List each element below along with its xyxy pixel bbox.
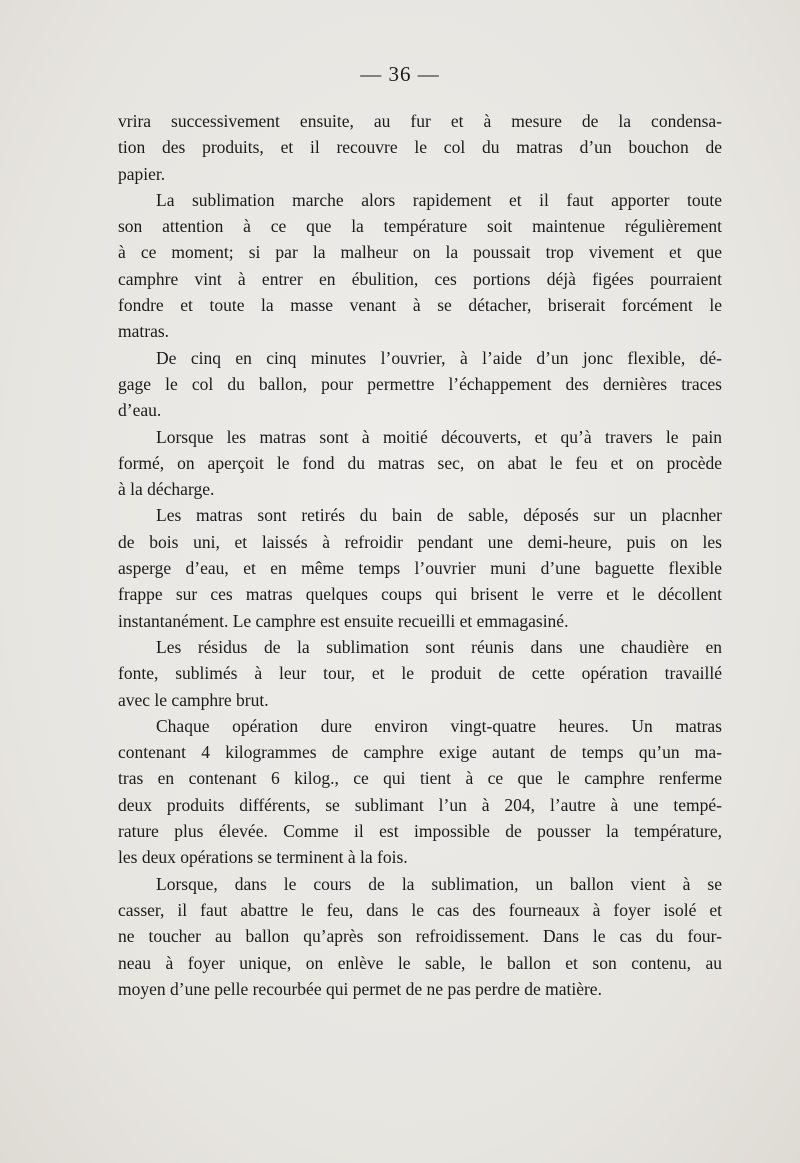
text-line: De cinq en cinq minutes l’ouvrier, à l’aide d’un jonc flexible, dé- <box>156 347 722 368</box>
text-line: casser, il faut abattre le feu, dans le cas des fourneaux à foyer isolé et <box>118 899 722 920</box>
text-line: formé, on aperçoit le fond du matras sec, on abat le feu et on procède <box>118 452 722 473</box>
text-line: papier. <box>118 163 166 184</box>
text-line: Les résidus de la sublimation sont réunis dans une chaudière en <box>156 636 722 657</box>
paragraph <box>118 713 722 871</box>
text-line: à ce moment; si par la malheur on la poussait trop vivement et que <box>118 242 722 263</box>
text-line: d’eau. <box>118 400 162 421</box>
text-line: son attention à ce que la température soit maintenue régulièrement <box>118 216 722 237</box>
text-line: rature plus élevée. Comme il est impossible de pousser la température, <box>118 821 722 842</box>
text-line: neau à foyer unique, on enlève le sable, le ballon et son contenu, au <box>118 952 722 973</box>
paragraph <box>118 502 722 633</box>
text-line: instantanément. Le camphre est ensuite recueilli et emmagasiné. <box>118 610 569 631</box>
text-line: gage le col du ballon, pour permettre l’échappement des dernières traces <box>118 373 722 394</box>
text-line: les deux opérations se terminent à la fois. <box>118 847 408 868</box>
paragraph <box>118 345 722 424</box>
paragraph <box>118 634 722 713</box>
text-line: de bois uni, et laissés à refroidir pendant une demi-heure, puis on les <box>118 531 722 552</box>
text-line: fonte, sublimés à leur tour, et le produit de cette opération travaillé <box>118 663 722 684</box>
text-line: avec le camphre brut. <box>118 689 269 710</box>
page-number: — 36 — <box>360 62 440 86</box>
text-line: Chaque opération dure environ vingt-quatre heures. Un matras <box>156 715 722 736</box>
text-line: La sublimation marche alors rapidement et il faut apporter toute <box>156 189 722 210</box>
text-line: vrira successivement ensuite, au fur et à mesure de la condensa- <box>118 111 722 131</box>
text-line: tras en contenant 6 kilog., ce qui tient à ce que le camphre renferme <box>118 768 722 789</box>
text-line: matras. <box>118 321 170 342</box>
text-line: à la décharge. <box>118 479 215 500</box>
body-text <box>118 108 722 1002</box>
paragraph <box>118 187 722 345</box>
text-line: moyen d’une pelle recourbée qui permet de ne pas perdre de matière. <box>118 978 602 999</box>
text-line: deux produits différents, se sublimant l’un à 204, l’autre à une tempé- <box>118 794 722 815</box>
text-line: Lorsque, dans le cours de la sublimation, un ballon vient à se <box>156 873 722 894</box>
text-line: Lorsque les matras sont à moitié découverts, et qu’à travers le pain <box>156 426 722 447</box>
text-line: Les matras sont retirés du bain de sable, déposés sur un placnher <box>156 505 722 526</box>
text-line: frappe sur ces matras quelques coups qui brisent le verre et le décollent <box>118 584 722 605</box>
text-line: contenant 4 kilogrammes de camphre exige autant de temps qu’un ma- <box>118 742 722 763</box>
text-line: ne toucher au ballon qu’après son refroidissement. Dans le cas du four- <box>118 926 722 947</box>
paragraph <box>118 424 722 503</box>
text-line: tion des produits, et il recouvre le col du matras d’un bouchon de <box>118 137 722 158</box>
text-line: asperge d’eau, et en même temps l’ouvrier muni d’une baguette flexible <box>118 558 722 579</box>
text-line: fondre et toute la masse venant à se détacher, briserait forcément le <box>118 295 722 316</box>
paragraph <box>118 871 722 1002</box>
paragraph <box>118 108 722 187</box>
text-line: camphre vint à entrer en ébulition, ces portions déjà figées pourraient <box>118 268 722 289</box>
